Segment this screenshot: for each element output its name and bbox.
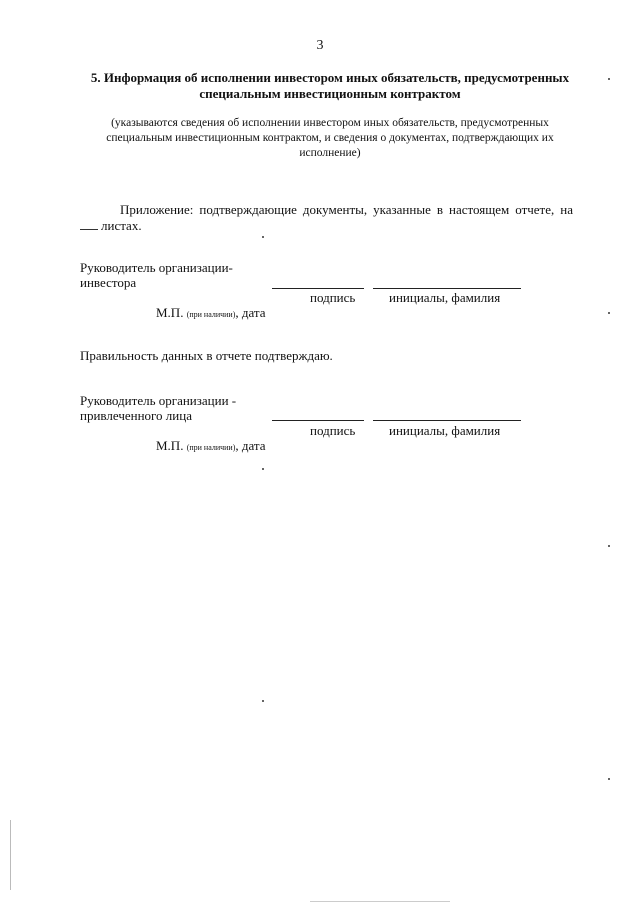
scan-speck (608, 78, 610, 80)
investor-stamp-note: (при наличии) (186, 310, 236, 319)
section-note-line-3: исполнение) (299, 147, 361, 159)
scan-speck (608, 545, 610, 547)
investor-signature-caption: подпись (310, 290, 356, 305)
attracted-name-caption: инициалы, фамилия (389, 423, 501, 438)
investor-name-caption: инициалы, фамилия (389, 290, 501, 305)
investor-head-label (80, 260, 233, 290)
attracted-stamp-date-label: , дата (235, 438, 266, 453)
scan-speck (262, 468, 264, 470)
attracted-stamp-note: (при наличии) (186, 443, 236, 452)
scan-speck (608, 312, 610, 314)
attracted-signature-line (272, 420, 364, 421)
page-number: 3 (316, 38, 324, 53)
section-title-line-2: специальным инвестиционным контрактом (199, 86, 461, 101)
investor-head-label-line-1: Руководитель организации- (80, 260, 233, 275)
investor-stamp-date-label: , дата (235, 305, 266, 320)
scan-speck (262, 700, 264, 702)
section-title (70, 70, 590, 102)
investor-stamp-main: М.П. (156, 305, 184, 320)
scan-speck (608, 778, 610, 780)
section-note-line-1: (указываются сведения об исполнении инвестором иных обязательств, предусмотренных (111, 117, 549, 129)
investor-stamp-date (156, 305, 266, 321)
sheets-count-blank (80, 218, 98, 230)
investor-head-label-line-2: инвестора (80, 275, 137, 290)
section-note (80, 116, 580, 161)
scan-speck (262, 236, 264, 238)
scan-bottom-mark (310, 901, 450, 902)
investor-name-line (373, 288, 521, 289)
appendix-line-1: Приложение: подтверждающие документы, указанные в настоящем отчете, на (120, 202, 573, 217)
attracted-name-line (373, 420, 521, 421)
section-title-line-1: 5. Информация об исполнении инвестором иных обязательств, предусмотренных (90, 70, 570, 85)
appendix-line-2-text: листах. (101, 218, 142, 233)
attracted-head-label (80, 393, 236, 423)
section-note-line-2: специальным инвестиционным контрактом, и сведения о документах, подтверждающих их (106, 132, 554, 144)
appendix-line-2 (80, 218, 142, 234)
attracted-signature-caption: подпись (310, 423, 356, 438)
attracted-head-label-line-1: Руководитель организации - (80, 393, 237, 408)
attracted-stamp-main: М.П. (156, 438, 184, 453)
confirmation-text: Правильность данных в отчете подтверждаю. (80, 348, 333, 363)
investor-signature-line (272, 288, 364, 289)
attracted-head-label-line-2: привлеченного лица (80, 408, 192, 423)
scan-edge-mark (10, 820, 11, 890)
attracted-stamp-date (156, 438, 266, 454)
